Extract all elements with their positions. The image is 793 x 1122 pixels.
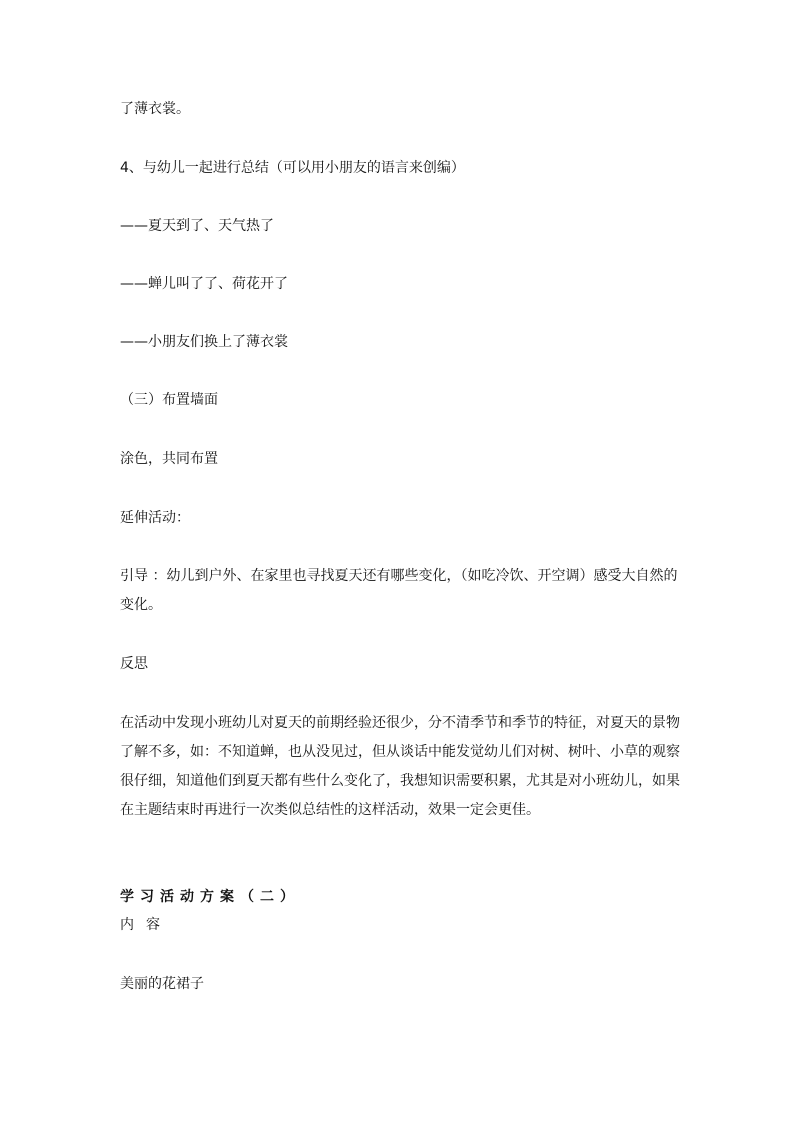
reflection-paragraph: 在活动中发现小班幼儿对夏天的前期经验还很少，分不清季节和季节的特征，对夏天的景物了解不多，如：不知道蝉，也从没见过，但从谈话中能发觉幼儿们对树、树叶、小草的观察很仔细，知道他们到夏天都有些什么变化了，我想知识需要积累，尤其是对小班幼儿，如果在主题结束时再进行一次类似总结性的这样活动，效果一定会更佳。 [120, 715, 680, 818]
paragraph-continuation: 了薄衣裳。 [120, 101, 190, 117]
content-label: 内容 [120, 917, 172, 933]
summary-line-3: ——小朋友们换上了薄衣裳 [120, 334, 288, 350]
reflection-heading: 反思 [120, 656, 148, 672]
step-4-summary-heading: 4、与幼儿一起进行总结（可以用小朋友的语言来创编） [120, 160, 465, 176]
summary-line-1: ——夏天到了、天气热了 [120, 218, 274, 234]
plan-two-heading: 学习活动方案（二） [120, 889, 300, 905]
section-three-heading: （三）布置墙面 [120, 392, 218, 408]
extension-activity-heading: 延伸活动： [120, 510, 190, 526]
summary-line-2: ——蝉儿叫了了、荷花开了 [120, 276, 288, 292]
guidance-paragraph: 引导 ：幼儿到户外、在家里也寻找夏天还有哪些变化，（如吃冷饮、开空调）感受大自然的变化。 [120, 568, 678, 613]
coloring-instruction: 涂色，共同布置 [120, 451, 218, 467]
content-title: 美丽的花裙子 [120, 976, 204, 992]
